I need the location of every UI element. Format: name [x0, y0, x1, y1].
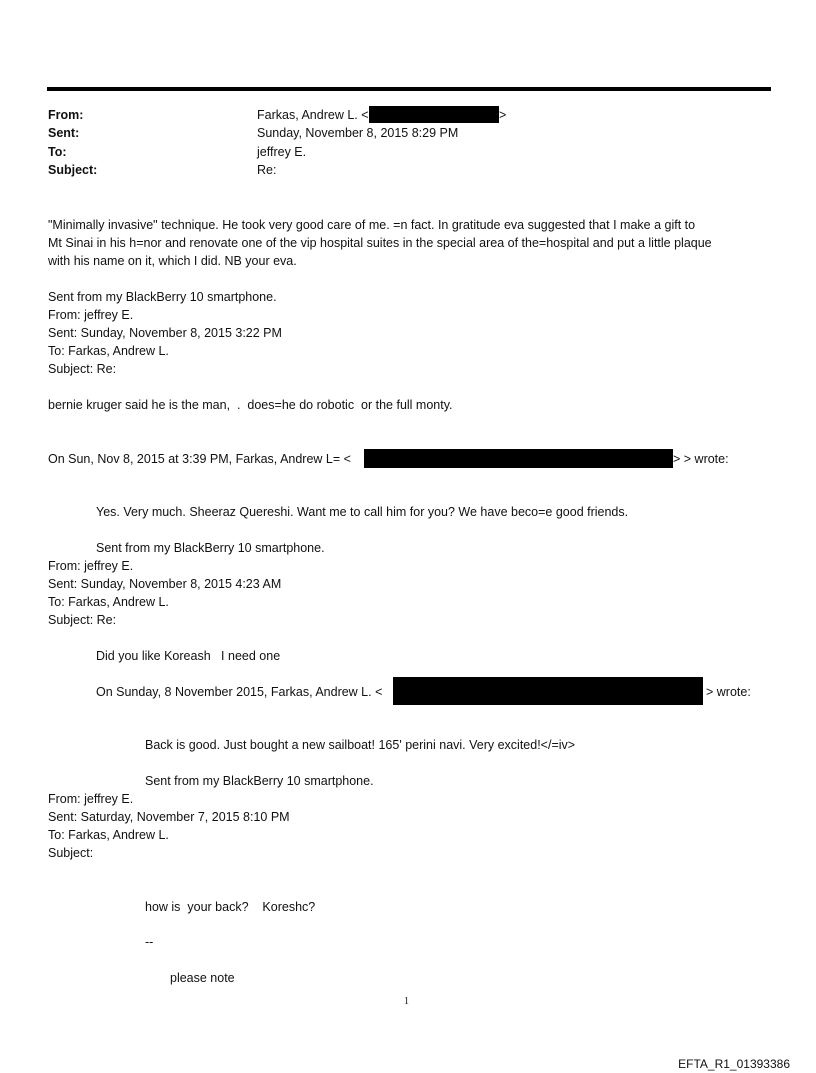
body-paragraph-line: Mt Sinai in his h=nor and renovate one of the vip hospital suites in the special area of the=hospital and put a little plaque — [48, 236, 712, 250]
to-value: jeffrey E. — [257, 145, 307, 159]
quoted-to: To: Farkas, Andrew L. — [48, 595, 169, 609]
body-paragraph-line: "Minimally invasive" technique. He took very good care of me. =n fact. In gratitude eva suggested that I make a gift to — [48, 218, 696, 232]
from-value — [257, 108, 369, 122]
quoted-from: From: jeffrey E. — [48, 308, 134, 322]
signature-dash: -- — [145, 935, 154, 949]
from-label: From: — [48, 108, 84, 122]
redaction-box — [364, 449, 673, 468]
subject-label: Subject: — [48, 163, 98, 177]
from-name: Farkas, Andrew L. < — [257, 108, 369, 122]
reply-header-end: > wrote: — [706, 685, 751, 699]
document-id: EFTA_R1_01393386 — [678, 1057, 790, 1071]
subject-value: Re: — [257, 163, 277, 177]
quoted-sent-from: Sent from my BlackBerry 10 smartphone. — [48, 290, 277, 304]
quoted-sent: Sent: Saturday, November 7, 2015 8:10 PM — [48, 810, 290, 824]
quoted-body: how is your back? Koreshc? — [145, 900, 316, 914]
quoted-sent: Sent: Sunday, November 8, 2015 4:23 AM — [48, 577, 282, 591]
quoted-subject: Subject: — [48, 846, 94, 860]
sent-label: Sent: — [48, 126, 80, 140]
quoted-body: bernie kruger said he is the man, . does=he do robotic or the full monty. — [48, 398, 453, 412]
signature-text: please note — [170, 971, 235, 985]
quoted-subject: Subject: Re: — [48, 613, 117, 627]
from-value-end: > — [499, 108, 507, 122]
quoted-to: To: Farkas, Andrew L. — [48, 344, 169, 358]
to-label: To: — [48, 145, 67, 159]
header-rule — [47, 87, 771, 91]
quoted-from: From: jeffrey E. — [48, 792, 134, 806]
page-number: 1 — [404, 996, 409, 1007]
quoted-sent: Sent: Sunday, November 8, 2015 3:22 PM — [48, 326, 282, 340]
quoted-sent-from: Sent from my BlackBerry 10 smartphone. — [96, 541, 325, 555]
reply-header-start: On Sunday, 8 November 2015, Farkas, Andrew L. < — [96, 685, 383, 699]
quoted-from: From: jeffrey E. — [48, 559, 134, 573]
redaction-box — [369, 106, 499, 123]
quoted-subject: Subject: Re: — [48, 362, 117, 376]
sent-value: Sunday, November 8, 2015 8:29 PM — [257, 126, 459, 140]
quoted-body: Yes. Very much. Sheeraz Quereshi. Want me to call him for you? We have beco=e good friends. — [96, 505, 629, 519]
redaction-box — [393, 677, 703, 705]
quoted-body: Back is good. Just bought a new sailboat! 165' perini navi. Very excited!</=iv> — [145, 738, 576, 752]
quoted-to: To: Farkas, Andrew L. — [48, 828, 169, 842]
quoted-body: Did you like Koreash I need one — [96, 649, 281, 663]
reply-header-end: > > wrote: — [673, 452, 729, 466]
reply-header-start: On Sun, Nov 8, 2015 at 3:39 PM, Farkas, Andrew L= < — [48, 452, 351, 466]
body-paragraph-line: with his name on it, which I did. NB your eva. — [48, 254, 297, 268]
quoted-sent-from: Sent from my BlackBerry 10 smartphone. — [145, 774, 374, 788]
